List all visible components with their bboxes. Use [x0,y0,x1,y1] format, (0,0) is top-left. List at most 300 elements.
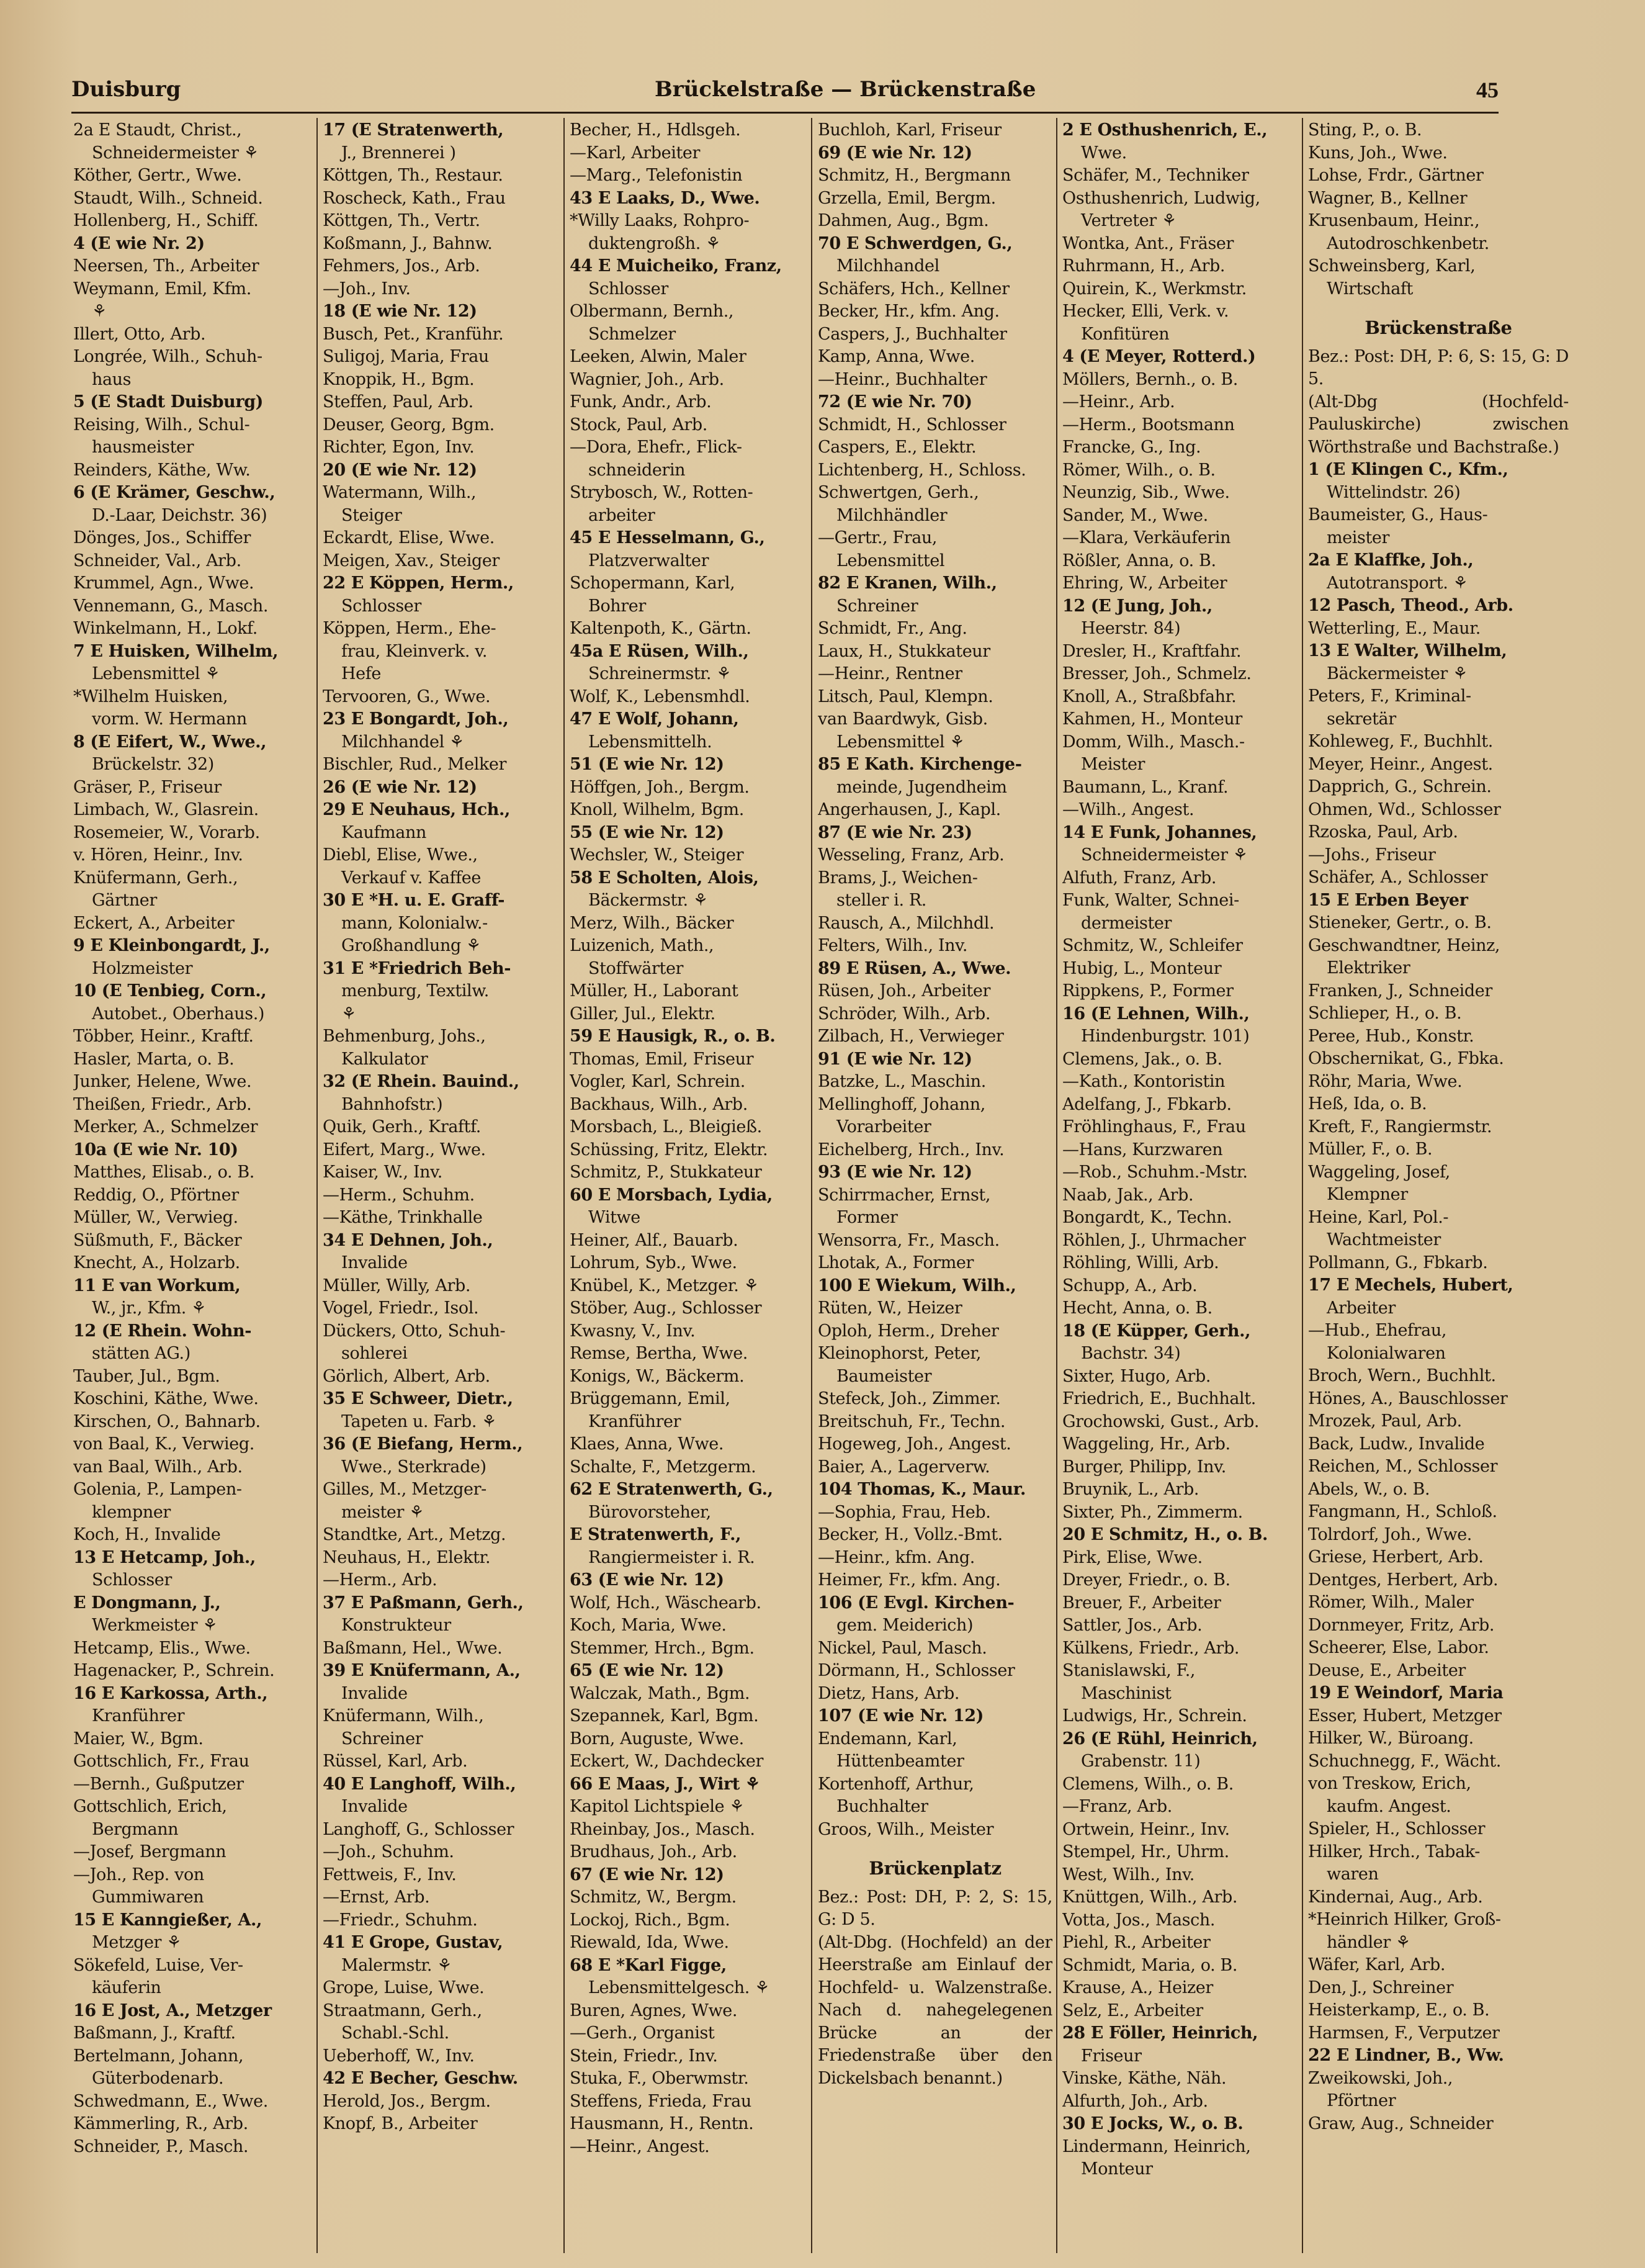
resident-entry: Oploh, Herm., Dreher [818,1321,999,1341]
resident-entry: Remse, Bertha, Wwe. [570,1344,748,1363]
resident-entry: Bäckermstr. ⚘ [588,891,708,910]
street-heading: Brückenstraße [1365,317,1512,338]
resident-entry: Vennemann, G., Masch. [73,596,269,616]
resident-entry: Heimer, Fr., kfm. Ang. [818,1570,1001,1590]
resident-entry: Standtke, Art., Metzg. [323,1525,506,1544]
resident-entry: vorm. W. Hermann [92,709,247,729]
resident-entry: J., Brennerei ) [341,143,456,163]
resident-entry: Vorarbeiter [836,1117,931,1136]
house-number-entry: 12 (E Jung, Joh., [1062,596,1212,616]
resident-entry: Hetcamp, Elis., Wwe. [73,1638,251,1658]
column-2 [323,119,557,2230]
resident-entry: Lebensmittel ⚘ [836,732,965,752]
resident-entry: gem. Meiderich) [836,1616,974,1635]
house-number-entry: 8 (E Eifert, W., Wwe., [73,732,267,752]
resident-entry: Lohse, Frdr., Gärtner [1308,166,1484,185]
resident-entry: Többer, Heinr., Kraftf. [73,1027,254,1046]
resident-entry: Schalte, F., Metzgerm. [570,1457,756,1477]
resident-entry: —Käthe, Trinkhalle [323,1208,483,1227]
resident-entry: Fehmers, Jos., Arb. [323,256,480,276]
resident-entry: Dreyer, Friedr., o. B. [1062,1570,1230,1590]
resident-entry: Thomas, Emil, Friseur [570,1049,754,1069]
resident-entry: Baßmann, Hel., Wwe. [323,1638,503,1658]
resident-entry: Röhr, Maria, Wwe. [1308,1071,1463,1091]
resident-entry: meister [1327,528,1390,547]
resident-entry: Rüten, W., Heizer [818,1298,962,1318]
resident-entry: meinde, Jugendheim [836,777,1007,797]
resident-entry: Gummiwaren [92,1888,204,1907]
resident-entry: Witwe [588,1208,640,1227]
resident-entry: Baier, A., Lagerverw. [818,1457,990,1477]
resident-entry: Sökefeld, Luise, Ver- [73,1955,243,1975]
resident-entry: Röhling, Willi, Arb. [1062,1253,1219,1272]
house-number-entry: 4 (E wie Nr. 2) [73,233,205,253]
street-heading: Brückenplatz [869,1858,1002,1879]
house-number-entry: 26 (E wie Nr. 12) [323,777,477,797]
resident-entry: Broch, Wern., Buchhlt. [1308,1366,1496,1385]
house-number-entry: 26 (E Rühl, Heinrich, [1062,1729,1258,1748]
resident-entry: Schlosser [92,1570,172,1590]
resident-entry: Neersen, Th., Arbeiter [73,256,259,276]
house-number-entry: 22 E Lindner, B., Ww. [1308,2046,1504,2065]
resident-entry: Güterbodenarb. [92,2069,224,2088]
resident-entry: Sander, M., Wwe. [1062,505,1208,525]
resident-entry: Hogeweg, Joh., Angest. [818,1434,1011,1454]
resident-entry: Ueberhoff, W., Inv. [323,2046,475,2066]
resident-entry: Dresler, H., Kraftfahr. [1062,641,1242,661]
resident-entry: Bresser, Joh., Schmelz. [1062,664,1252,683]
house-number-entry: 43 E Laaks, D., Wwe. [570,188,760,208]
resident-entry: Deuse, E., Arbeiter [1308,1660,1466,1680]
resident-entry: arbeiter [588,505,655,525]
house-number-entry: 30 E Jocks, W., o. B. [1062,2114,1244,2133]
house-number-entry: 60 E Morsbach, Lydia, [570,1185,773,1205]
house-number-entry: 31 E *Friedrich Beh- [323,958,511,978]
house-number-entry: 6 (E Krämer, Geschw., [73,483,276,502]
resident-entry: *Willy Laaks, Rohpro- [570,211,750,230]
resident-entry: Reising, Wilh., Schul- [73,415,250,434]
resident-entry: Mrozek, Paul, Arb. [1308,1411,1462,1431]
house-number-entry: 34 E Dehnen, Joh., [323,1230,493,1250]
resident-entry: Reddig, O., Pförtner [73,1185,239,1205]
resident-entry: Schäfer, A., Schlosser [1308,868,1488,887]
resident-entry: Leeken, Alwin, Maler [570,347,746,366]
resident-entry: Römer, Wilh., o. B. [1062,460,1216,480]
resident-entry: Vinske, Käthe, Näh. [1062,2069,1227,2088]
resident-entry: Kranführer [588,1411,681,1431]
resident-entry: Müller, H., Laborant [570,981,738,1001]
resident-entry: Krusenbaum, Heinr., [1308,211,1480,230]
resident-entry: Wolf, Hch., Wäschearb. [570,1593,761,1613]
resident-entry: Quik, Gerh., Kraftf. [323,1117,481,1136]
street-description: Bez.: Post: DH, P: 6, S: 15, G: D 5. [1308,346,1569,389]
resident-entry: meister ⚘ [341,1502,424,1522]
resident-entry: —Gerh., Organist [570,2023,715,2043]
resident-entry: Busch, Pet., Kranführ. [323,324,504,344]
column-divider [316,118,318,2253]
house-number-entry: 19 E Weindorf, Maria [1308,1683,1504,1703]
resident-entry: Rosemeier, W., Vorarb. [73,822,260,842]
resident-entry: —Hub., Ehefrau, [1308,1321,1447,1340]
resident-entry: Knoll, Wilhelm, Bgm. [570,800,744,819]
resident-entry: Longrée, Wilh., Schuh- [73,347,262,366]
resident-entry: Peree, Hub., Konstr. [1308,1026,1474,1046]
resident-entry: Klempner [1327,1185,1408,1204]
resident-entry: Luizenich, Math., [570,936,714,955]
resident-entry: Angerhausen, J., Kapl. [818,800,1001,819]
resident-entry: Buchhalter [836,1797,928,1816]
house-number-entry: 106 (E Evgl. Kirchen- [818,1593,1015,1613]
resident-entry: Nickel, Paul, Masch. [818,1638,987,1658]
resident-entry: Francke, G., Ing. [1062,438,1201,457]
resident-entry: Alfuth, Franz, Arb. [1062,868,1217,888]
resident-entry: Platzverwalter [588,551,709,570]
resident-entry: Waggeling, Josef, [1308,1162,1450,1182]
resident-entry: Junker, Helene, Wwe. [73,1072,252,1091]
resident-entry: Holzmeister [92,958,193,978]
resident-entry: Quirein, K., Werkmstr. [1062,279,1247,299]
resident-entry: —Johs., Friseur [1308,845,1436,865]
resident-entry: Brudhaus, Joh., Arb. [570,1842,737,1861]
resident-entry: Rangiermeister i. R. [588,1547,755,1567]
column-5 [1062,119,1297,2230]
resident-entry: —Friedr., Schuhm. [323,1910,478,1930]
resident-entry: Vogler, Karl, Schrein. [570,1072,745,1091]
resident-entry: Clemens, Jak., o. B. [1062,1049,1222,1069]
resident-entry: sohlerei [341,1344,408,1363]
resident-entry: Abels, W., o. B. [1308,1479,1430,1499]
resident-entry: Pirk, Elise, Wwe. [1062,1547,1203,1567]
resident-entry: Bischler, Rud., Melker [323,755,507,774]
resident-entry: Konstrukteur [341,1616,451,1635]
resident-entry: Ludwigs, Hr., Schrein. [1062,1706,1247,1726]
resident-entry: mann, Kolonialw.- [341,913,488,933]
house-number-entry: 29 E Neuhaus, Hch., [323,800,510,819]
resident-entry: Konfitüren [1081,324,1170,344]
house-number-entry: 12 Pasch, Theod., Arb. [1308,596,1513,615]
resident-entry: Lichtenberg, H., Schloss. [818,460,1026,480]
resident-entry: Görlich, Albert, Arb. [323,1366,490,1386]
resident-entry: —Sophia, Frau, Heb. [818,1502,991,1522]
resident-entry: Krause, A., Heizer [1062,1978,1213,1997]
resident-entry: —Herm., Schuhm. [323,1185,475,1205]
resident-entry: kaufm. Angest. [1327,1796,1451,1816]
resident-entry: Hagenacker, P., Schrein. [73,1661,275,1680]
page-header [71,74,1499,114]
resident-entry: Funk, Andr., Arb. [570,392,712,412]
resident-entry: Adelfang, J., Fbkarb. [1062,1094,1232,1114]
resident-entry: Schneidermeister ⚘ [1081,845,1248,865]
resident-entry: Kolonialwaren [1327,1343,1446,1363]
resident-entry: Autodroschkenbetr. [1327,233,1489,253]
resident-entry: Metzger ⚘ [92,1933,182,1952]
resident-entry: Kwasny, V., Inv. [570,1321,696,1341]
resident-entry: Kranführer [92,1706,185,1726]
resident-entry: Steiger [341,505,402,525]
resident-entry: Graw, Aug., Schneider [1308,2113,1494,2133]
resident-entry: Schupp, A., Arb. [1062,1276,1198,1295]
resident-entry: Weymann, Emil, Kfm. [73,279,251,299]
resident-entry: Baumeister, G., Haus- [1308,505,1488,524]
resident-entry: Höffgen, Joh., Bergm. [570,777,750,797]
house-number-entry: 20 (E wie Nr. 12) [323,460,477,480]
resident-entry: stätten AG.) [92,1344,190,1363]
resident-entry: Fettweis, F., Inv. [323,1865,457,1884]
resident-entry: Monteur [1081,2159,1153,2179]
resident-entry: Kreft, F., Rangiermstr. [1308,1117,1492,1136]
resident-entry: Rößler, Anna, o. B. [1062,551,1216,570]
resident-entry: —Heinr., Angest. [570,2136,710,2156]
resident-entry: Römer, Wilh., Maler [1308,1593,1474,1612]
house-number-entry: 55 (E wie Nr. 12) [570,822,724,842]
resident-entry: Wagner, B., Kellner [1308,188,1468,208]
resident-entry: Brückelstr. 32) [92,755,214,774]
resident-entry: Schneider, Val., Arb. [73,551,241,570]
resident-entry: Hubig, L., Monteur [1062,958,1222,978]
resident-entry: *Wilhelm Huisken, [73,686,228,706]
resident-entry: Dörmann, H., Schlosser [818,1661,1015,1680]
resident-entry: D.-Laar, Deichstr. 36) [92,505,267,525]
resident-entry: Lhotak, A., Former [818,1253,974,1272]
resident-entry: Kohleweg, F., Buchhlt. [1308,732,1493,751]
resident-entry: Kirschen, O., Bahnarb. [73,1411,261,1431]
resident-entry: Rheinbay, Jos., Masch. [570,1819,755,1839]
resident-entry: Grochowski, Gust., Arb. [1062,1411,1260,1431]
resident-entry: Möllers, Bernh., o. B. [1062,369,1238,389]
resident-entry: Schröder, Wilh., Arb. [818,1004,991,1024]
street-description: (Alt-Dbg (Hochfeld-Pauluskirche) zwischen Wörthstraße und Bachstraße.) [1308,392,1569,457]
resident-entry: —Dora, Ehefr., Flick- [570,438,742,457]
resident-entry: von Baal, K., Verwieg. [73,1434,254,1454]
resident-entry: Stock, Paul, Arb. [570,415,707,434]
resident-entry: Friseur [1081,2046,1142,2066]
resident-entry: Lockoj, Rich., Bgm. [570,1910,730,1930]
resident-entry: ⚘ [341,1004,356,1024]
resident-entry: —Kath., Kontoristin [1062,1072,1226,1091]
resident-entry: Maschinist [1081,1683,1172,1703]
resident-entry: händler ⚘ [1327,1932,1410,1952]
resident-entry: Brüggemann, Emil, [570,1389,730,1408]
resident-entry: Stuka, F., Oberwmstr. [570,2069,749,2088]
resident-entry: Wensorra, Fr., Masch. [818,1230,1000,1250]
house-number-entry: 63 (E wie Nr. 12) [570,1570,724,1590]
house-number-entry: 69 (E wie Nr. 12) [818,143,972,163]
house-number-entry: 16 E Jost, A., Metzger [73,2000,272,2020]
resident-entry: Schreiner [836,596,918,616]
resident-entry: Wolf, K., Lebensmhdl. [570,686,750,706]
resident-entry: Wwe. [1081,143,1127,163]
resident-entry: —Heinr., kfm. Ang. [818,1547,975,1567]
resident-entry: Esser, Hubert, Metzger [1308,1706,1502,1726]
house-number-entry: 18 (E wie Nr. 12) [323,302,477,321]
resident-entry: —Hans, Kurzwaren [1062,1140,1223,1159]
resident-entry: —Gertr., Frau, [818,528,938,547]
house-number-entry: 17 (E Stratenwerth, [323,120,504,140]
house-number-entry: 82 E Kranen, Wilh., [818,574,997,593]
house-number-entry: 32 (E Rhein. Bauind., [323,1072,519,1091]
resident-entry: Koßmann, J., Bahnw. [323,233,493,253]
resident-entry: klempner [92,1502,171,1522]
resident-entry: Schäfers, Hch., Kellner [818,279,1010,299]
resident-entry: Schlosser [341,596,421,616]
house-number-entry: 12 (E Rhein. Wohn- [73,1321,252,1341]
resident-entry: Dönges, Jos., Schiffer [73,528,251,547]
resident-entry: Breuer, F., Arbeiter [1062,1593,1221,1613]
resident-entry: Dentges, Herbert, Arb. [1308,1570,1499,1590]
resident-entry: Stempel, Hr., Uhrm. [1062,1842,1229,1861]
resident-entry: Straatmann, Gerh., [323,2000,482,2020]
resident-entry: West, Wilh., Inv. [1062,1865,1195,1884]
resident-entry: Müller, W., Verwieg. [73,1208,238,1227]
resident-entry: Bachstr. 34) [1081,1344,1181,1363]
resident-entry: van Baal, Wilh., Arb. [73,1457,243,1477]
resident-entry: Pollmann, G., Fbkarb. [1308,1253,1488,1272]
resident-entry: Stemmer, Hrch., Bgm. [570,1638,755,1658]
page-number: 45 [1476,78,1499,102]
house-number-entry: 107 (E wie Nr. 12) [818,1706,984,1726]
resident-entry: Malermstr. ⚘ [341,1955,452,1975]
resident-entry: Mellinghoff, Johann, [818,1094,985,1114]
resident-entry: Röhlen, J., Uhrmacher [1062,1230,1246,1250]
resident-entry: Bongardt, K., Techn. [1062,1208,1232,1227]
house-number-entry: 100 E Wiekum, Wilh., [818,1276,1016,1295]
resident-entry: Breitschuh, Fr., Techn. [818,1411,1006,1431]
house-number-entry: 13 E Walter, Wilhelm, [1308,641,1507,660]
resident-entry: Dietz, Hans, Arb. [818,1683,960,1703]
resident-entry: Schneider, P., Masch. [73,2136,249,2156]
house-number-entry: 89 E Rüsen, A., Wwe. [818,958,1011,978]
resident-entry: Wirtschaft [1327,279,1413,299]
resident-entry: —Heinr., Buchhalter [818,369,987,389]
resident-entry: Hecht, Anna, o. B. [1062,1298,1212,1318]
resident-entry: Back, Ludw., Invalide [1308,1434,1485,1454]
resident-entry: —Herm., Bootsmann [1062,415,1235,434]
resident-entry: Schopermann, Karl, [570,574,735,593]
resident-entry: Autobet., Oberhaus.) [92,1004,265,1024]
resident-entry: Zilbach, H., Verwieger [818,1027,1004,1046]
house-number-entry: 72 (E wie Nr. 70) [818,392,972,412]
resident-entry: Ehring, W., Arbeiter [1062,574,1227,593]
resident-entry: —Marg., Telefonistin [570,166,743,185]
house-number-entry: 91 (E wie Nr. 12) [818,1049,972,1069]
resident-entry: Pförtner [1327,2091,1396,2110]
house-number-entry: 17 E Mechels, Hubert, [1308,1276,1513,1295]
column-divider [811,118,812,2253]
column-3 [570,119,804,2230]
resident-entry: Krummel, Agn., Wwe. [73,574,254,593]
resident-entry: Becher, H., Hdlsgeh. [570,120,741,140]
resident-entry: W., jr., Kfm. ⚘ [92,1298,206,1318]
house-number-entry: 62 E Stratenwerth, G., [570,1480,773,1499]
resident-entry: Schuchnegg, F., Wächt. [1308,1751,1501,1771]
resident-entry: Neunzig, Sib., Wwe. [1062,483,1230,502]
resident-entry: haus [92,369,132,389]
resident-entry: van Baardwyk, Gisb. [818,709,988,729]
house-number-entry: 59 E Hausigk, R., o. B. [570,1027,776,1046]
resident-entry: Laux, H., Stukkateur [818,641,990,661]
resident-entry: —Bernh., Gußputzer [73,1774,244,1794]
resident-entry: Kalkulator [341,1049,428,1069]
resident-entry: Hausmann, H., Rentn. [570,2114,754,2133]
resident-entry: Lohrum, Syb., Wwe. [570,1253,737,1272]
resident-entry: hausmeister [92,438,194,457]
resident-entry: Baumann, L., Kranf. [1062,777,1229,797]
resident-entry: —Herm., Arb. [323,1570,437,1590]
resident-entry: Hilker, Hrch., Tabak- [1308,1842,1480,1861]
resident-entry: Hecker, Elli, Verk. v. [1062,302,1229,321]
resident-entry: Bergmann [92,1819,179,1839]
resident-entry: Invalide [341,1797,408,1816]
resident-entry: Schmelzer [588,324,676,344]
resident-entry: Grabenstr. 11) [1081,1752,1201,1771]
house-number-entry: 2a E Klaffke, Joh., [1308,551,1474,570]
resident-entry: Wontka, Ant., Fräser [1062,233,1234,253]
resident-entry: 2a E Staudt, Christ., [73,120,242,140]
resident-entry: Dückers, Otto, Schuh- [323,1321,506,1341]
resident-entry: Zweikowski, Joh., [1308,2068,1453,2088]
house-number-entry: 23 E Bongardt, Joh., [323,709,509,729]
resident-entry: Olbermann, Bernh., [570,302,734,321]
resident-entry: Illert, Otto, Arb. [73,324,206,344]
resident-entry: Riewald, Ida, Wwe. [570,1933,729,1952]
house-number-entry: 5 (E Stadt Duisburg) [73,392,264,412]
resident-entry: Alfurth, Joh., Arb. [1062,2091,1208,2111]
resident-entry: sekretär [1327,709,1396,729]
resident-entry: Reinders, Käthe, Ww. [73,460,251,480]
resident-entry: Caspers, E., Elektr. [818,438,977,457]
resident-entry: Koschini, Käthe, Wwe. [73,1389,259,1408]
resident-entry: Funk, Walter, Schnei- [1062,891,1239,910]
resident-entry: Stein, Friedr., Inv. [570,2046,718,2066]
resident-entry: Heine, Karl, Pol.- [1308,1207,1449,1227]
resident-entry: Vogel, Friedr., Isol. [323,1298,479,1318]
resident-entry: Watermann, Wilh., [323,483,477,502]
house-number-entry: 10 (E Tenbieg, Corn., [73,981,267,1001]
resident-entry: Buren, Agnes, Wwe. [570,2000,738,2020]
street-description: (Alt-Dbg. (Hochfeld) an der Heerstraße am Einlauf der Hochfeld- u. Walzenstraße. Nach d. nahegelegenen Brücke an der Friedenstraße über den Dickelsbach benannt.) [818,1932,1052,2088]
house-number-entry: 42 E Becher, Geschw. [323,2069,518,2088]
resident-entry: Külkens, Friedr., Arb. [1062,1638,1240,1658]
resident-entry: Dahmen, Aug., Bgm. [818,211,989,230]
street-range-title: Brückelstraße — Brückenstraße [655,77,1036,102]
house-number-entry: 22 E Köppen, Herm., [323,574,514,593]
column-divider [1056,118,1057,2253]
resident-entry: Schmidt, H., Schlosser [818,415,1006,434]
resident-entry: —Karl, Arbeiter [570,143,701,163]
resident-entry: —Heinr., Rentner [818,664,962,683]
resident-entry: Lebensmittelh. [588,732,712,752]
resident-entry: Knüfermann, Wilh., [323,1706,484,1726]
resident-entry: Grope, Luise, Wwe. [323,1978,485,1997]
resident-entry: Sting, P., o. B. [1308,120,1422,140]
resident-entry: Wachtmeister [1327,1230,1441,1249]
resident-entry: Lindermann, Heinrich, [1062,2136,1251,2156]
resident-entry: Müller, F., o. B. [1308,1140,1433,1159]
house-number-entry: 16 E Karkossa, Arth., [73,1683,268,1703]
resident-entry: Köttgen, Th., Vertr. [323,211,480,230]
resident-entry: Schneidermeister ⚘ [92,143,259,163]
resident-entry: Clemens, Wilh., o. B. [1062,1774,1234,1794]
resident-entry: —Wilh., Angest. [1062,800,1195,819]
house-number-entry: E Dongmann, J., [73,1593,221,1613]
resident-entry: Konigs, W., Bäckerm. [570,1366,745,1386]
resident-entry: Stefeck, Joh., Zimmer. [818,1389,1001,1408]
resident-entry: Ruhrmann, H., Arb. [1062,256,1226,276]
resident-entry: Schirrmacher, Ernst, [818,1185,991,1205]
resident-entry: Litsch, Paul, Klempn. [818,686,993,706]
resident-entry: Bäckermeister ⚘ [1327,664,1468,683]
street-description: Bez.: Post: DH, P: 2, S: 15, G: D 5. [818,1887,1052,1929]
